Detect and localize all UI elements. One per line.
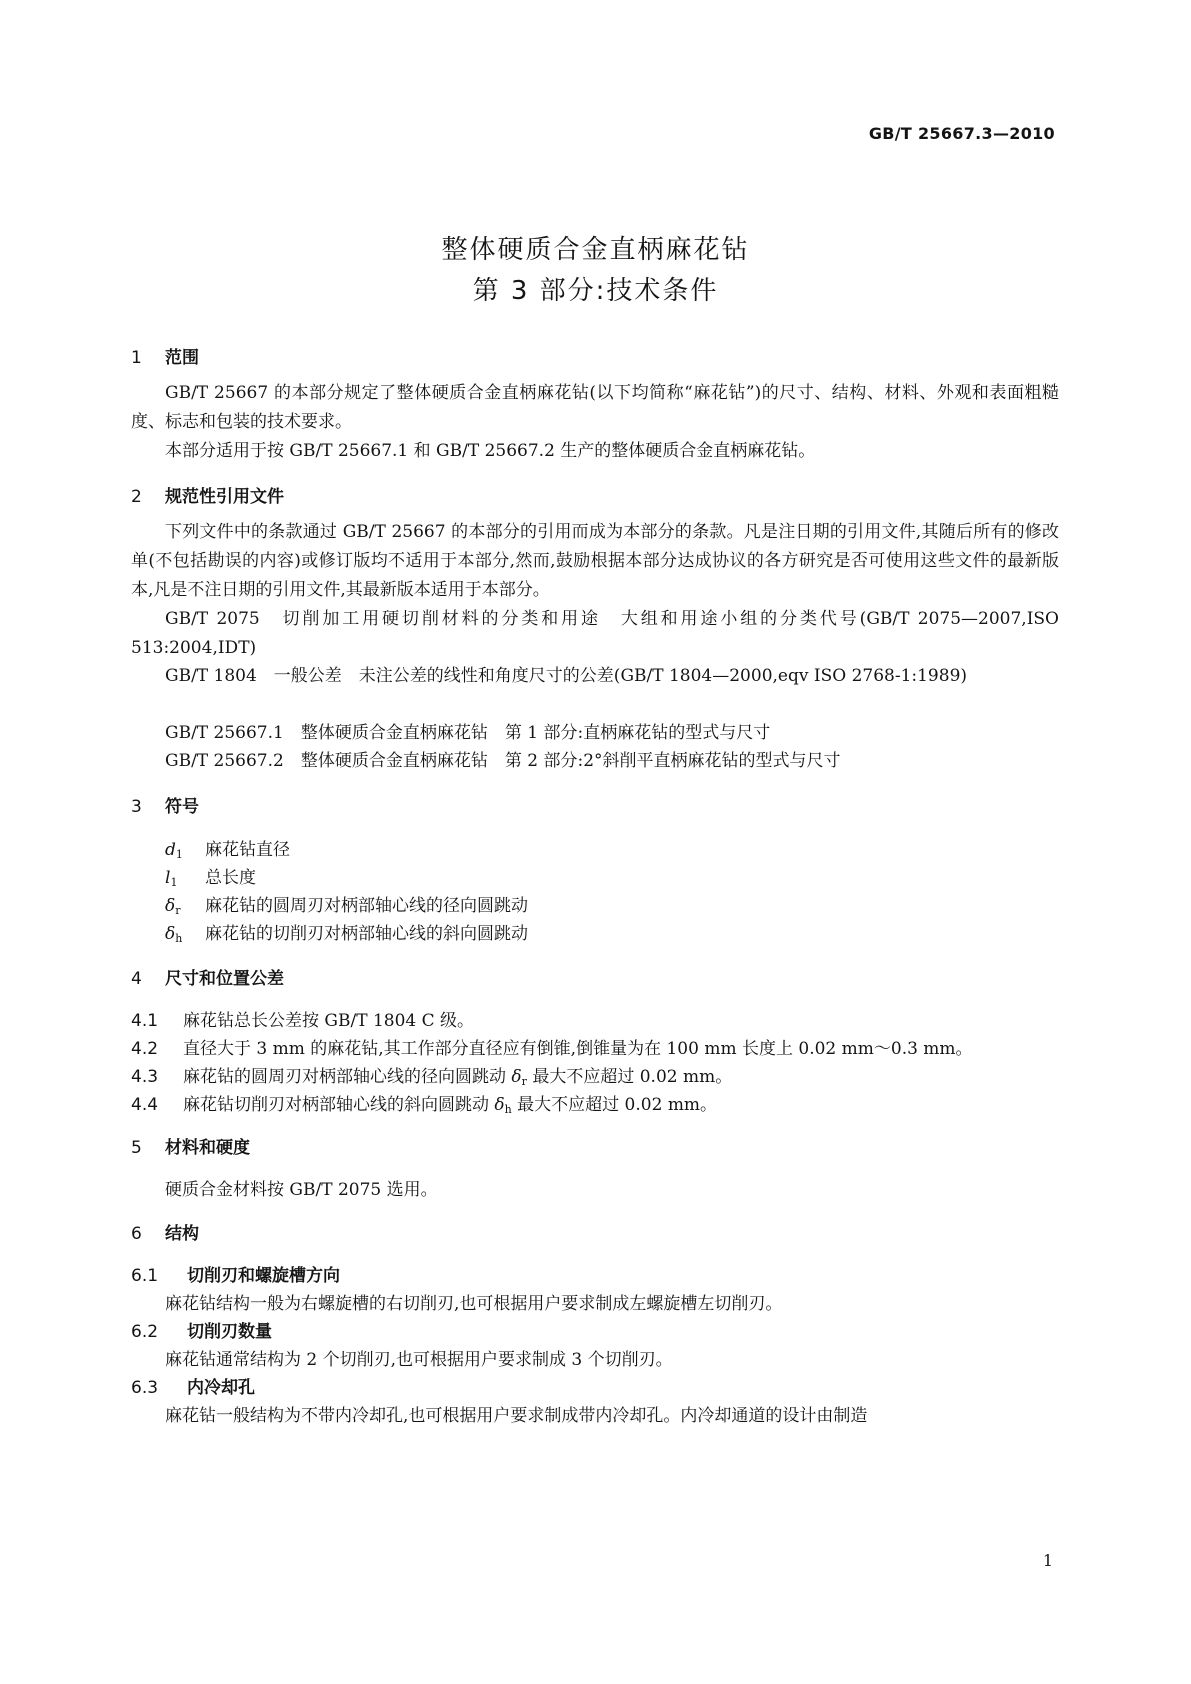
reference-gb-t-1804: GB/T 1804 一般公差 未注公差的线性和角度尺寸的公差(GB/T 1804—2000,eqv ISO 2768-1:1989) xyxy=(165,666,968,686)
clause-4-3: 4.3 麻花钻的圆周刃对柄部轴心线的径向圆跳动 δr 最大不应超过 0.02 mm。 xyxy=(131,1067,733,1088)
section-title: 材料和硬度 xyxy=(165,1138,250,1158)
section-title: 范围 xyxy=(165,348,199,368)
section-number: 4 xyxy=(131,969,142,989)
section-title: 尺寸和位置公差 xyxy=(165,969,284,989)
symbol: $\delta_h$ xyxy=(165,924,183,945)
page-number: 1 xyxy=(1042,1551,1053,1570)
subsection-6-3-heading: 6.3 内冷却孔 xyxy=(131,1378,255,1398)
section-title: 结构 xyxy=(165,1224,199,1244)
subsection-6-3-text: 麻花钻一般结构为不带内冷却孔,也可根据用户要求制成带内冷却孔。内冷却通道的设计由制造 xyxy=(165,1406,868,1426)
subsection-6-2-heading: 6.2 切削刃数量 xyxy=(131,1322,272,1342)
section-number: 2 xyxy=(131,487,142,507)
section-4-heading xyxy=(131,964,284,989)
section-number: 5 xyxy=(131,1138,142,1158)
section-5-paragraph-1: 硬质合金材料按 GB/T 2075 选用。 xyxy=(165,1180,438,1200)
document-subtitle: 第 3 部分:技术条件 xyxy=(472,276,719,306)
section-3-heading xyxy=(131,792,199,817)
section-1-paragraph-1: GB/T 25667 的本部分规定了整体硬质合金直柄麻花钻(以下均简称“麻花钻”)的尺寸、结构、材料、外观和表面粗糙度、标志和包装的技术要求。 xyxy=(131,383,1059,432)
symbol-description: 麻花钻的切削刃对柄部轴心线的斜向圆跳动 xyxy=(205,924,528,944)
reference-gb-t-25667-2: GB/T 25667.2 整体硬质合金直柄麻花钻 第 2 部分:2°斜削平直柄麻花钻的型式与尺寸 xyxy=(165,751,841,771)
section-number: 1 xyxy=(131,348,142,368)
section-title: 规范性引用文件 xyxy=(165,487,284,507)
section-5-heading xyxy=(131,1133,250,1158)
symbol-description: 总长度 xyxy=(205,868,256,888)
subsection-6-1-heading: 6.1 切削刃和螺旋槽方向 xyxy=(131,1266,340,1286)
section-2-heading xyxy=(131,482,284,507)
clause-4-2: 4.2 直径大于 3 mm 的麻花钻,其工作部分直径应有倒锥,倒锥量为在 100 mm 长度上 0.02 mm～0.3 mm。 xyxy=(131,1039,973,1059)
symbol: $l_1$ xyxy=(165,868,178,889)
symbol-row xyxy=(165,891,528,917)
section-number: 3 xyxy=(131,797,142,817)
symbol-description: 麻花钻的圆周刃对柄部轴心线的径向圆跳动 xyxy=(205,896,528,916)
subsection-6-2-text: 麻花钻通常结构为 2 个切削刃,也可根据用户要求制成 3 个切削刃。 xyxy=(165,1350,673,1370)
symbol-row xyxy=(165,863,256,889)
clause-4-4: 4.4 麻花钻切削刃对柄部轴心线的斜向圆跳动 δh 最大不应超过 0.02 mm。 xyxy=(131,1095,718,1116)
reference-gb-t-25667-1: GB/T 25667.1 整体硬质合金直柄麻花钻 第 1 部分:直柄麻花钻的型式与尺寸 xyxy=(165,723,771,743)
symbol-description: 麻花钻直径 xyxy=(205,840,290,860)
symbol: $d_1$ xyxy=(165,840,183,861)
clause-4-1: 4.1 麻花钻总长公差按 GB/T 1804 C 级。 xyxy=(131,1011,475,1031)
section-title: 符号 xyxy=(165,797,199,817)
section-2-paragraph-1: 下列文件中的条款通过 GB/T 25667 的本部分的引用而成为本部分的条款。凡是注日期的引用文件,其随后所有的修改单(不包括勘误的内容)或修订版均不适用于本部分,然而,鼓励根据本部分达成协议的各方研究是否可使用这些文件的最新版本,凡是不注日期的引用文件,其最新版本适用于本部分。 xyxy=(131,522,1059,600)
symbol-row xyxy=(165,835,290,861)
reference-gb-t-2075: GB/T 2075 切削加工用硬切削材料的分类和用途 大组和用途小组的分类代号(GB/T 2075—2007,ISO 513:2004,IDT) xyxy=(131,609,1059,658)
section-6-heading xyxy=(131,1219,199,1244)
symbol: $\delta_r$ xyxy=(165,896,181,917)
symbol-row xyxy=(165,919,528,945)
section-1-paragraph-2: 本部分适用于按 GB/T 25667.1 和 GB/T 25667.2 生产的整体硬质合金直柄麻花钻。 xyxy=(165,441,816,461)
subsection-6-1-text: 麻花钻结构一般为右螺旋槽的右切削刃,也可根据用户要求制成左螺旋槽左切削刃。 xyxy=(165,1294,783,1314)
section-1-heading xyxy=(131,343,199,368)
section-number: 6 xyxy=(131,1224,142,1244)
document-title: 整体硬质合金直柄麻花钻 xyxy=(441,235,750,265)
standard-code: GB/T 25667.3—2010 xyxy=(868,124,1055,143)
